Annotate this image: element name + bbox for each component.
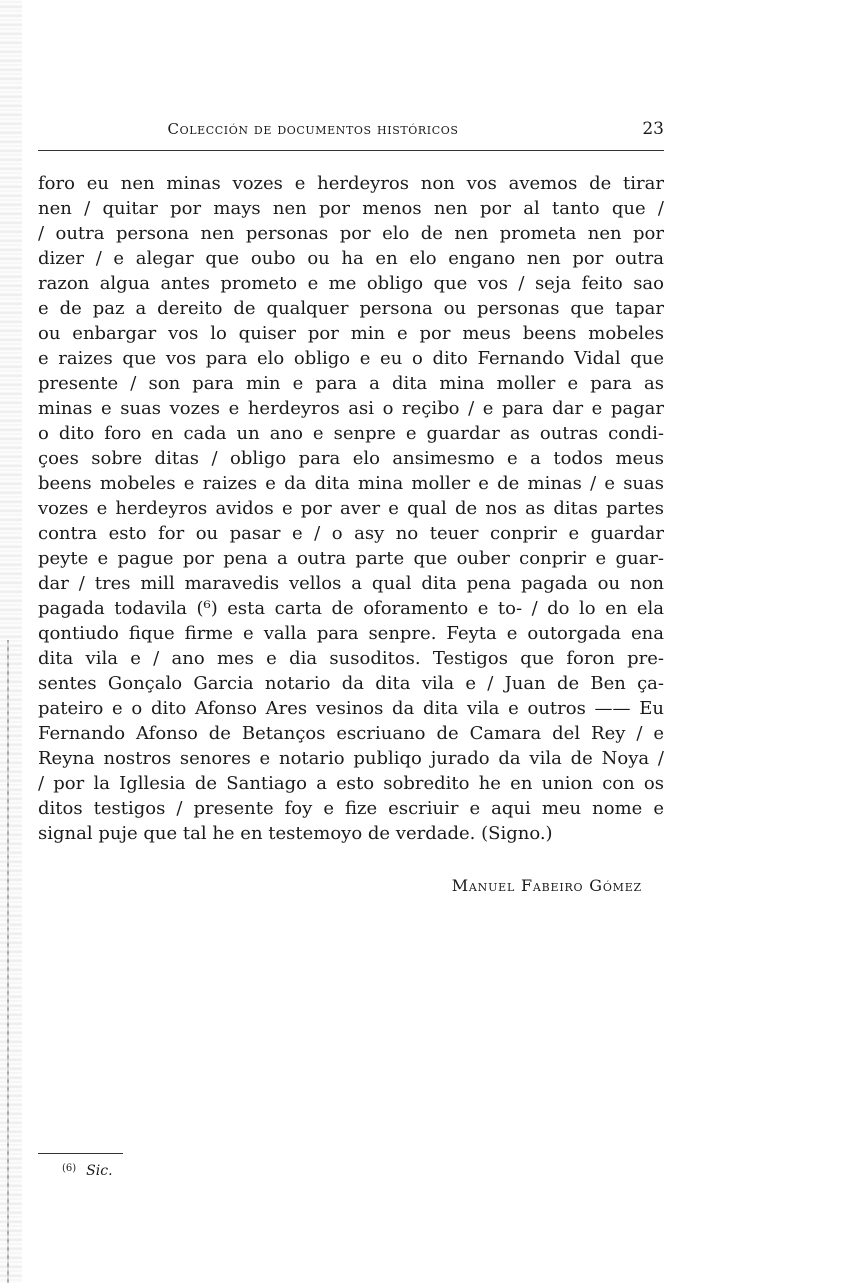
text-line: / por la Igllesia de Santiago a esto sobredito he en union con os <box>38 773 664 794</box>
text-line: beens mobeles e raizes e da dita mina moller e de minas / e suas <box>38 473 664 494</box>
running-head <box>38 118 664 151</box>
page-number: 23 <box>642 119 664 139</box>
text-line: pagada todavila (⁶) esta carta de oforamento e to- / do lo en ela <box>38 598 664 619</box>
text-line: minas e suas vozes e herdeyros asi o reçibo / e para dar e pagar <box>38 398 664 419</box>
footnote-text: Sic. <box>86 1163 113 1179</box>
text-line: peyte e pague por pena a outra parte que ouber conprir e guar- <box>38 548 664 569</box>
text-line: qontiudo fique firme e valla para senpre. Feyta e outorgada ena <box>38 623 664 644</box>
text-line: çoes sobre ditas / obligo para elo ansimesmo e a todos meus <box>38 448 664 469</box>
text-line: / outra persona nen personas por elo de nen prometa nen por <box>38 223 664 244</box>
footnote <box>62 1163 113 1179</box>
text-line: nen / quitar por mays nen por menos nen por al tanto que / <box>38 198 664 219</box>
text-line: ditos testigos / presente foy e fize escriuir e aqui meu nome e <box>38 798 664 819</box>
text-line: dizer / e alegar que oubo ou ha en elo engano nen por outra <box>38 248 664 269</box>
text-line: presente / son para min e para a dita mina moller e para as <box>38 373 664 394</box>
text-line: contra esto for ou pasar e / o asy no teuer conprir e guardar <box>38 523 664 544</box>
scan-edge <box>0 0 22 1283</box>
author-signature: Manuel Fabeiro Gómez <box>451 876 642 895</box>
text-line: foro eu nen minas vozes e herdeyros non vos avemos de tirar <box>38 173 664 194</box>
text-line: dar / tres mill maravedis vellos a qual dita pena pagada ou non <box>38 573 664 594</box>
text-line: Fernando Afonso de Betanços escriuano de Camara del Rey / e <box>38 723 664 744</box>
text-line: vozes e herdeyros avidos e por aver e qual de nos as ditas partes <box>38 498 664 519</box>
text-line: pateiro e o dito Afonso Ares vesinos da dita vila e outros —— Eu <box>38 698 664 719</box>
text-line: razon algua antes prometo e me obligo que vos / seja feito sao <box>38 273 664 294</box>
text-line: Reyna nostros senores e notario publiqo jurado da vila de Noya / <box>38 748 664 769</box>
text-line: o dito foro en cada un ano e senpre e guardar as outras condi- <box>38 423 664 444</box>
running-title: Colección de documentos históricos <box>167 120 459 138</box>
text-line: e raizes que vos para elo obligo e eu o dito Fernando Vidal que <box>38 348 664 369</box>
text-line: dita vila e / ano mes e dia susoditos. Testigos que foron pre- <box>38 648 664 669</box>
body-text <box>38 171 664 846</box>
text-line: sentes Gonçalo Garcia notario da dita vila e / Juan de Ben ça- <box>38 673 664 694</box>
text-line-last: signal puje que tal he en testemoyo de verdade. (Signo.) <box>38 823 553 844</box>
text-line: ou enbargar vos lo quiser por min e por meus beens mobeles <box>38 323 664 344</box>
text-line: e de paz a dereito de qualquer persona ou personas que tapar <box>38 298 664 319</box>
scan-edge-artifact <box>7 640 9 1283</box>
footnote-rule <box>38 1153 123 1154</box>
footnote-marker: (6) <box>62 1163 77 1174</box>
